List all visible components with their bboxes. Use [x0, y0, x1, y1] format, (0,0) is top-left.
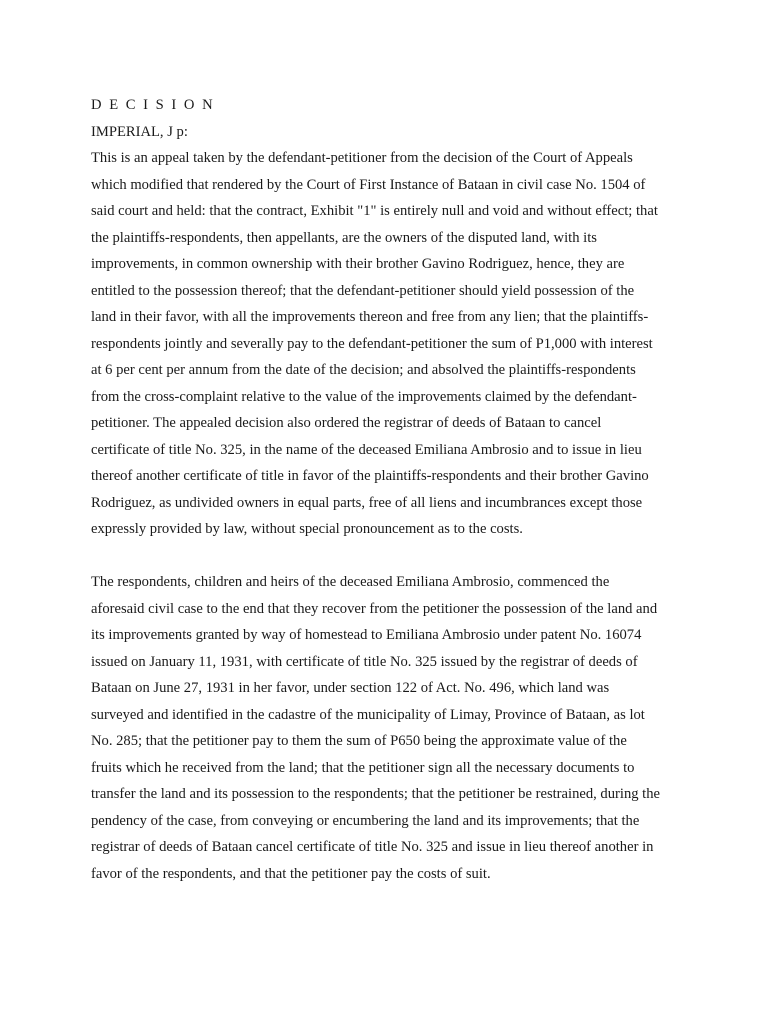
paragraph-2 — [91, 569, 691, 887]
text-line: respondents jointly and severally pay to the defendant-petitioner the sum of P1,000 with interest — [91, 335, 653, 352]
text-line: certificate of title No. 325, in the name of the deceased Emiliana Ambrosio and to issue in lieu — [91, 441, 642, 458]
text-line: from the cross-complaint relative to the value of the improvements claimed by the defendant- — [91, 388, 637, 405]
document-page — [91, 92, 691, 887]
author-line: IMPERIAL, J p: — [91, 123, 188, 140]
text-line: This is an appeal taken by the defendant-petitioner from the decision of the Court of Appeals — [91, 150, 633, 166]
decision-heading: D E C I S I O N — [91, 97, 215, 113]
text-line: registrar of deeds of Bataan cancel certificate of title No. 325 and issue in lieu thereof another in — [91, 839, 654, 855]
text-line: land in their favor, with all the improvements thereon and free from any lien; that the plaintiffs- — [91, 309, 649, 325]
text-line: issued on January 11, 1931, with certificate of title No. 325 issued by the registrar of deeds of — [91, 653, 638, 670]
text-line: transfer the land and its possession to the respondents; that the petitioner be restrained, during the — [91, 786, 661, 802]
text-line: thereof another certificate of title in favor of the plaintiffs-respondents and their brother Gavino — [91, 468, 649, 484]
paragraph-1 — [91, 145, 691, 543]
text-line: No. 285; that the petitioner pay to them the sum of P650 being the approximate value of the — [91, 733, 627, 749]
text-line: the plaintiffs-respondents, then appellants, are the owners of the disputed land, with its — [91, 229, 597, 246]
text-line: at 6 per cent per annum from the date of the decision; and absolved the plaintiffs-respondents — [91, 362, 636, 378]
text-line: which modified that rendered by the Court of First Instance of Bataan in civil case No. 1504 of — [91, 176, 646, 193]
paragraph-spacer — [91, 543, 691, 570]
text-line: said court and held: that the contract, Exhibit "1" is entirely null and void and without effect; that — [91, 203, 658, 219]
text-line: favor of the respondents, and that the petitioner pay the costs of suit. — [91, 865, 491, 882]
text-line: entitled to the possession thereof; that the defendant-petitioner should yield possession of the — [91, 282, 635, 299]
text-line: fruits which he received from the land; that the petitioner sign all the necessary documents to — [91, 759, 635, 776]
text-line: surveyed and identified in the cadastre of the municipality of Limay, Province of Bataan, as lot — [91, 706, 645, 723]
text-line: The respondents, children and heirs of the deceased Emiliana Ambrosio, commenced the — [91, 574, 610, 590]
text-line: improvements, in common ownership with their brother Gavino Rodriguez, hence, they are — [91, 256, 625, 272]
text-line: petitioner. The appealed decision also ordered the registrar of deeds of Bataan to cancel — [91, 415, 602, 431]
text-line: Bataan on June 27, 1931 in her favor, under section 122 of Act. No. 496, which land was — [91, 680, 610, 696]
text-line: pendency of the case, from conveying or encumbering the land and its improvements; that the — [91, 812, 640, 829]
text-line: aforesaid civil case to the end that they recover from the petitioner the possession of the land and — [91, 600, 658, 617]
text-line: Rodriguez, as undivided owners in equal parts, free of all liens and incumbrances except those — [91, 494, 643, 511]
text-line: its improvements granted by way of homestead to Emiliana Ambrosio under patent No. 16074 — [91, 627, 642, 643]
text-line: expressly provided by law, without special pronouncement as to the costs. — [91, 521, 523, 537]
